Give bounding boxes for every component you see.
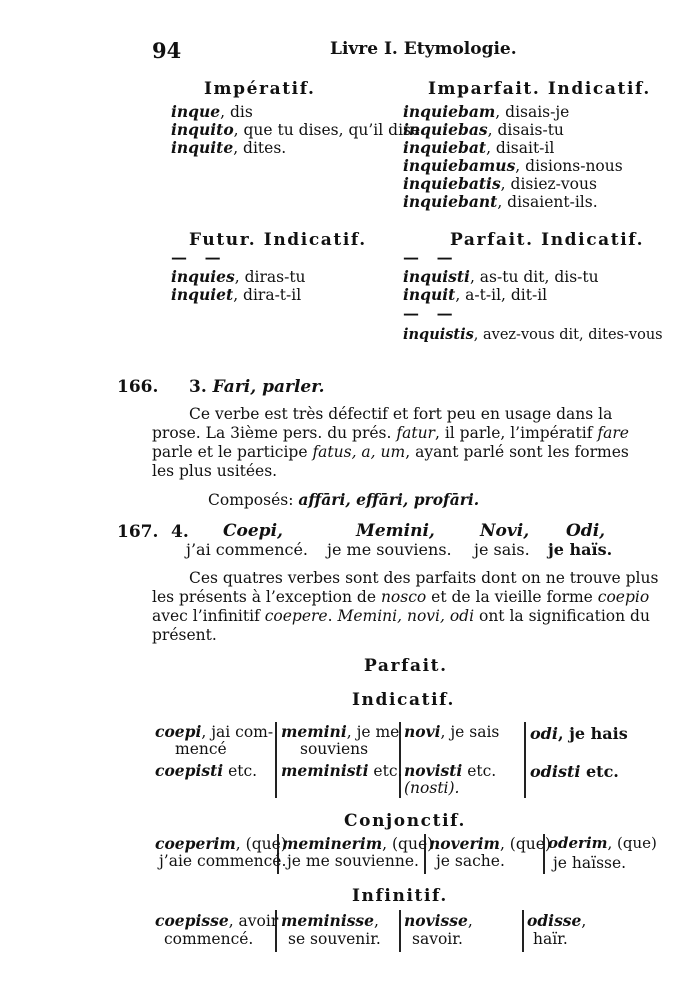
indicatif-cell: coepi, jai com- [155, 722, 274, 741]
imparfait-row: inquiebatis, disiez-vous [403, 174, 597, 193]
infinitif-cell: commencé. [164, 930, 254, 948]
column-divider [522, 910, 524, 952]
column-divider [275, 722, 277, 798]
column-divider [524, 722, 526, 798]
table-parfait-heading: Parfait. [364, 656, 448, 676]
verb-coepi: Coepi, [223, 521, 283, 541]
paragraph-line: avec l’infinitif coepere. Memini, novi, odi ont la signification du [152, 607, 650, 625]
indicatif-cell: memini, je me [281, 722, 400, 741]
infinitif-cell: haïr. [533, 930, 568, 948]
column-divider [399, 910, 401, 952]
imparfait-row: inquiebant, disaient-ils. [403, 192, 598, 211]
section-number: 167. [117, 522, 159, 542]
paragraph-line: Ces quatres verbes sont des parfaits dont on ne trouve plus [189, 569, 659, 587]
futur-row: inquiet, dira-t-il [171, 285, 302, 304]
verb-odi: Odi, [566, 521, 606, 541]
section-title: 3. Fari, parler. [189, 377, 325, 397]
infinitif-cell: meminisse, [281, 911, 379, 930]
verb-novi: Novi, [480, 521, 530, 541]
imparfait-row: inquiebas, disais-tu [403, 120, 564, 139]
section-title-num: 4. [171, 522, 189, 542]
futur-row: inquies, diras-tu [171, 267, 306, 286]
verb-memini: Memini, [356, 521, 435, 541]
conjonctif-cell: oderim, (que) [548, 834, 657, 852]
imperatif-row: inquite, dites. [171, 138, 287, 157]
indicatif-cell: novisti etc. [404, 761, 497, 780]
page-number: 94 [152, 38, 182, 63]
futur-heading: Futur. Indicatif. [189, 230, 367, 250]
infinitif-cell: se souvenir. [288, 930, 381, 948]
indicatif-cell: odi, je hais [530, 724, 628, 743]
indicatif-cell: novi, je sais [404, 722, 500, 741]
infinitif-cell: odisse, [527, 911, 587, 930]
paragraph-line: parle et le participe fatus, a, um, ayant parlé sont les formes [152, 443, 629, 461]
paragraph-line: Ce verbe est très défectif et fort peu en usage dans la [189, 405, 613, 423]
indicatif-cell: coepisti etc. [155, 761, 258, 780]
running-title: Livre I. Etymologie. [330, 39, 517, 59]
meaning-novi: je sais. [474, 540, 530, 559]
meaning-coepi: j’ai commencé. [186, 540, 309, 559]
composes-line: Composés: affāri, effāri, profāri. [208, 490, 480, 509]
table-conjonctif-heading: Conjonctif. [344, 811, 466, 831]
imparfait-row: inquiebam, disais-je [403, 102, 570, 121]
indicatif-cell: mencé [175, 740, 227, 758]
conjonctif-cell: meminerim, (que) [282, 834, 434, 853]
parfait-row: inquisti, as-tu dit, dis-tu [403, 267, 599, 286]
parfait-dash: — — [403, 248, 459, 267]
indicatif-cell: souviens [300, 740, 369, 758]
parfait-heading: Parfait. Indicatif. [450, 230, 645, 250]
imparfait-heading: Imparfait. Indicatif. [428, 79, 651, 99]
meaning-odi: je haïs. [548, 540, 613, 559]
indicatif-cell: (nosti). [404, 779, 460, 797]
imparfait-row: inquiebamus, disions-nous [403, 156, 623, 175]
paragraph-line: les plus usitées. [152, 462, 278, 480]
table-infinitif-heading: Infinitif. [352, 886, 448, 906]
section-number: 166. [117, 377, 159, 397]
paragraph-line: présent. [152, 626, 217, 644]
indicatif-cell: odisti etc. [530, 762, 619, 781]
meaning-memini: je me souviens. [327, 540, 452, 559]
parfait-row: inquit, a-t-il, dit-il [403, 285, 548, 304]
indicatif-cell: meministi etc. [281, 761, 403, 780]
futur-dash: — — [171, 248, 227, 267]
parfait-dash-2: — — [403, 304, 459, 323]
infinitif-cell: savoir. [412, 930, 463, 948]
imparfait-row: inquiebat, disait-il [403, 138, 555, 157]
parfait-row: inquistis, avez-vous dit, dites-vous [403, 326, 663, 343]
paragraph-line: prose. La 3ième pers. du prés. fatur, il parle, l’impératif fare [152, 424, 629, 442]
conjonctif-cell: je sache. [436, 852, 505, 870]
conjonctif-cell: noverim, (que) [429, 834, 551, 853]
conjonctif-cell: je haïsse. [553, 854, 627, 872]
table-indicatif-heading: Indicatif. [352, 690, 455, 710]
conjonctif-cell: je me souvienne. [287, 852, 419, 870]
imperatif-heading: Impératif. [204, 79, 316, 99]
imperatif-row: inquito, que tu dises, qu’il dise [171, 120, 421, 139]
conjonctif-cell: j’aie commencé. [159, 852, 287, 870]
paragraph-line: les présents à l’exception de nosco et de la vieille forme coepio [152, 588, 650, 606]
imperatif-row: inque, dis [171, 102, 253, 121]
infinitif-cell: novisse, [404, 911, 473, 930]
conjonctif-cell: coeperim, (que) [155, 834, 287, 853]
infinitif-cell: coepisse, avoir [155, 911, 279, 930]
